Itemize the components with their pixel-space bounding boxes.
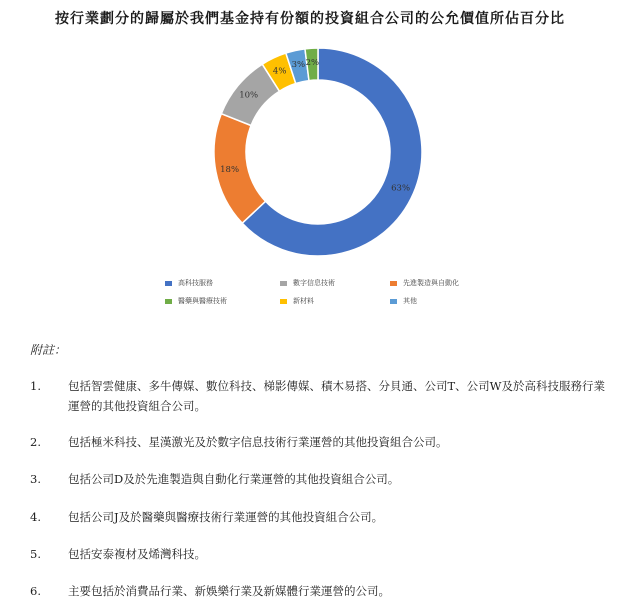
legend-item xyxy=(390,278,510,288)
slice-label: 18% xyxy=(220,164,240,175)
note-text: 包括公司D及於先進製造與自動化行業運營的其他投資組合公司。 xyxy=(68,472,400,486)
legend-item xyxy=(165,296,280,306)
legend-item xyxy=(280,278,390,288)
legend-swatch xyxy=(390,299,397,304)
legend-item xyxy=(280,296,390,306)
note-text: 包括極米科技、星漢激光及於數字信息技術行業運營的其他投資組合公司。 xyxy=(68,435,448,449)
legend-swatch xyxy=(280,299,287,304)
slice-label: 10% xyxy=(239,90,259,101)
chart-legend xyxy=(165,278,525,306)
donut-chart xyxy=(0,36,620,271)
slice-label: 2% xyxy=(305,58,320,69)
note-text: 包括智雲健康、多牛傳媒、數位科技、梯影傳媒、積木易搭、分貝通、公司T、公司W及於高科技服務行業運營的其他投資組合公司。 xyxy=(68,379,605,413)
note-text: 包括公司J及於醫藥與醫療技術行業運營的其他投資組合公司。 xyxy=(68,510,384,524)
legend-item xyxy=(165,278,280,288)
note-item xyxy=(30,544,605,564)
note-text: 包括安泰複材及烯灣科技。 xyxy=(68,547,206,561)
slice-label: 4% xyxy=(272,66,287,77)
chart-title: 按行業劃分的歸屬於我們基金持有份額的投資組合公司的公允價值所佔百分比 xyxy=(55,11,565,27)
note-item xyxy=(30,432,605,452)
note-number: 3. xyxy=(30,472,41,486)
note-item xyxy=(30,469,605,489)
legend-label: 醫藥與醫療技術 xyxy=(178,297,227,305)
legend-swatch xyxy=(165,299,172,304)
note-number: 2. xyxy=(30,435,41,449)
note-number: 6. xyxy=(30,584,41,598)
legend-swatch xyxy=(390,281,397,286)
note-text: 主要包括於消費品行業、新娛樂行業及新媒體行業運營的公司。 xyxy=(68,584,390,598)
legend-label: 新材料 xyxy=(293,297,314,305)
legend-swatch xyxy=(165,281,172,286)
legend-label: 先進製造與自動化 xyxy=(403,279,459,287)
notes-title: 附註： xyxy=(30,343,67,357)
note-item xyxy=(30,581,605,601)
legend-item xyxy=(390,296,510,306)
note-number: 4. xyxy=(30,510,41,524)
legend-label: 數字信息技術 xyxy=(293,279,335,287)
slice-label: 63% xyxy=(391,183,411,194)
note-number: 5. xyxy=(30,547,41,561)
slice-label: 3% xyxy=(291,60,306,71)
legend-label: 高科技服務 xyxy=(178,279,213,287)
note-item xyxy=(30,507,605,527)
legend-label: 其他 xyxy=(403,297,417,305)
note-number: 1. xyxy=(30,379,41,393)
note-item xyxy=(30,376,605,416)
legend-swatch xyxy=(280,281,287,286)
